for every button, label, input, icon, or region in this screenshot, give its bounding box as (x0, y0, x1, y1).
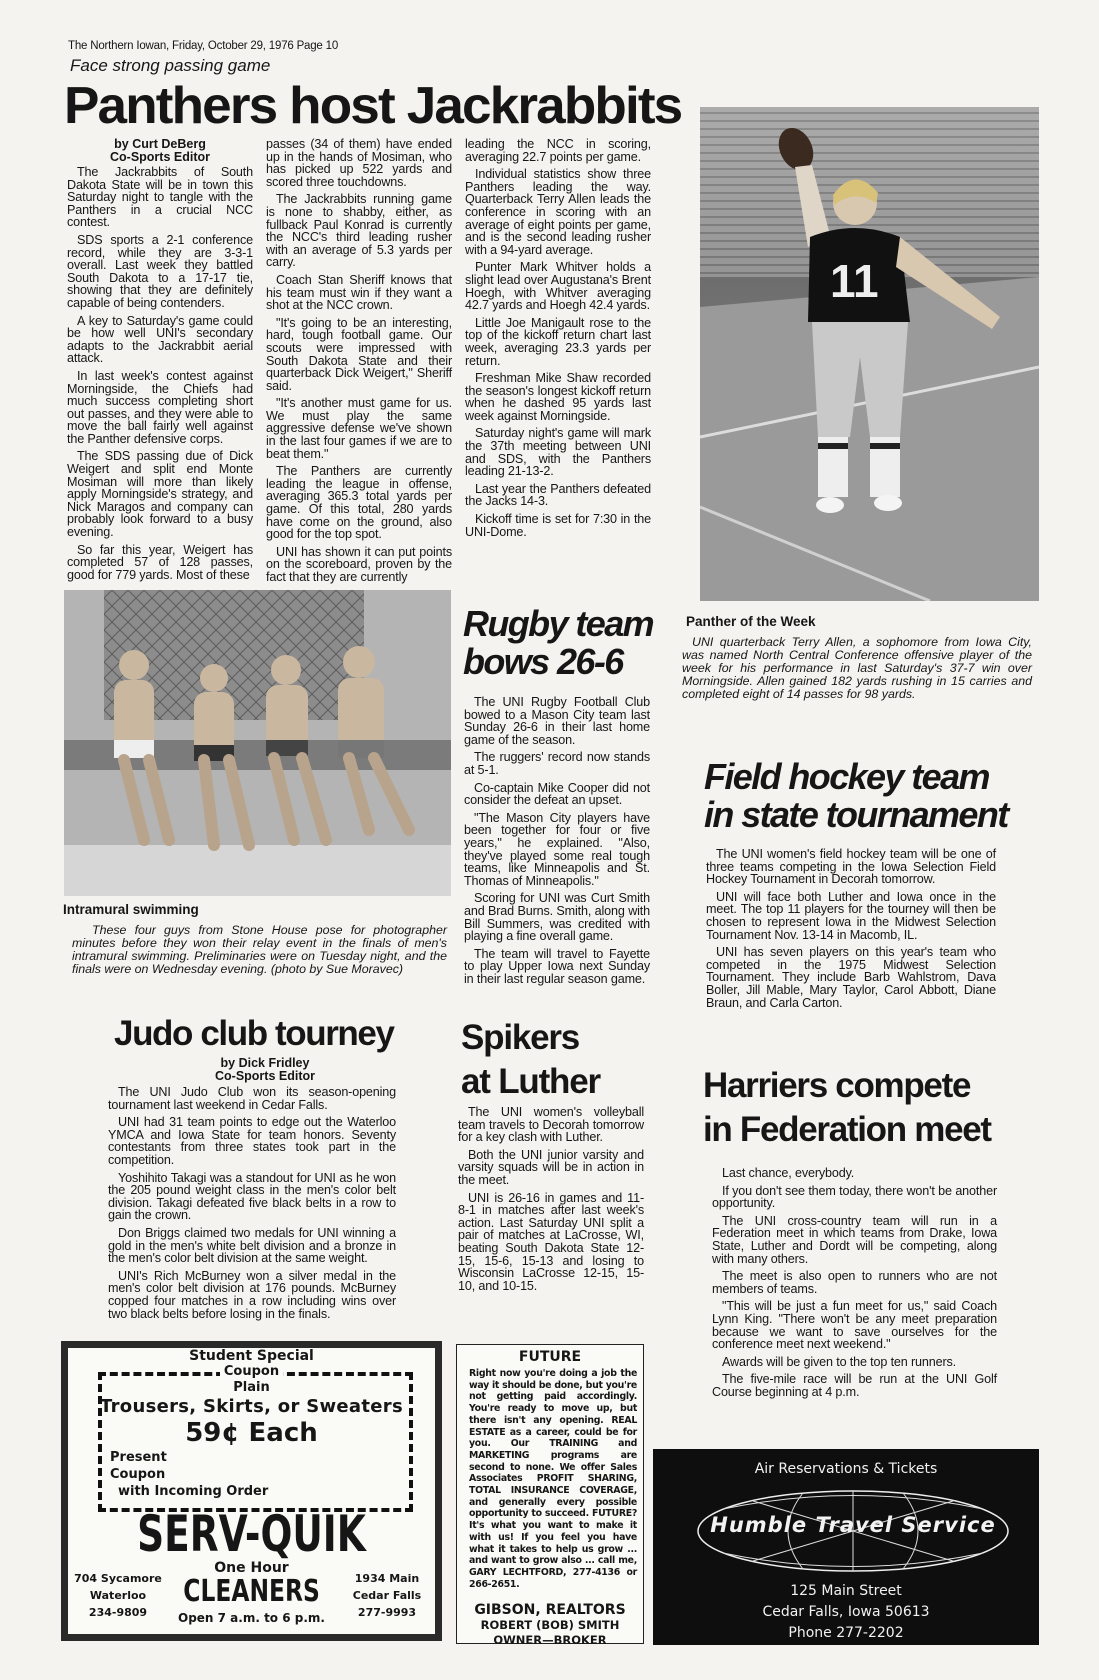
paragraph: Don Briggs claimed two medals for UNI winning a gold in the men's white belt division and a bronze in the men's color belt division at the same weight. (108, 1225, 396, 1266)
hockey-headline-line-2: in state tournament (704, 793, 1008, 835)
rugby-body (464, 696, 650, 990)
paragraph: Saturday night's game will mark the 37th meeting between UNI and SDS, with the Panthers leading 21-13-2. (465, 426, 651, 479)
humble-travel-ad (653, 1449, 1039, 1645)
ad-coupon-label (68, 1364, 435, 1380)
coupon-label-text: Coupon (220, 1364, 283, 1379)
paragraph: Individual statistics show three Panthers leading the way. Quarterback Terry Allen leads the conference in scoring with an average of eight points per game, and is the second leading rusher with a 94-yard average. (465, 167, 651, 257)
ad-right-address (343, 1570, 431, 1621)
panther-caption: UNI quarterback Terry Allen, a sophomore from Iowa City, was named North Central Conference offensive player of the week for his performance in last Saturday's 37-7 win over Morningside. Allen gained 182 yards rushing in 15 carries and completed eight of 14 passes for 98 yards. (682, 635, 1032, 701)
future-body-text: Right now you're doing a job the way it should be done, but you're not getting paid accordingly. You're ready to move up, but there isn't any opening. REAL ESTATE as a career, could be for you. Our TRAINING and MARKETING programs are second to none. We offer Sales Associates PROFIT SHARING, TOTAL INSURANCE COVERAGE, and generally every possible opportunity to succeed. FUTURE? It's what you want to make it with us! If you feel you have what it takes to help us grow ... and want to grow also ... call me, (469, 1368, 637, 1567)
address-line: Cedar Falls, Iowa 50613 (762, 1604, 930, 1620)
future-contact: GARY LECHTFORD, 277-4136 or 266-2651. (469, 1566, 637, 1590)
lead-column-3 (465, 138, 651, 543)
paragraph: leading the NCC in scoring, averaging 22.7 points per game. (465, 137, 651, 164)
byline-title: Co-Sports Editor (215, 1069, 315, 1083)
rugby-headline-line-1: Rugby team (463, 603, 654, 644)
paragraph: The ruggers' record now stands at 5-1. (464, 750, 650, 777)
ad-travel-address (653, 1581, 1039, 1644)
address-line: 234-9809 (88, 1606, 148, 1619)
owner-line: OWNER—BROKER (493, 1633, 607, 1648)
ad-hours: Open 7 a.m. to 6 p.m. (178, 1611, 325, 1625)
spikers-headline-line-1: Spikers (461, 1018, 580, 1057)
ad-price: 59¢ Each (185, 1418, 318, 1448)
paragraph: The UNI Rugby Football Club bowed to a Mason City team last Sunday 26-6 in their last home game of the season. (464, 695, 650, 747)
judo-body (108, 1086, 396, 1325)
paragraph: The Panthers are currently leading the league in offense, averaging 365.3 total yards per game. Of this total, 280 yards have come on the ground, also good for the top spot. (266, 464, 452, 542)
ad-plain: Plain (233, 1380, 270, 1395)
paragraph: Kickoff time is set for 7:30 in the UNI-Dome. (465, 512, 651, 539)
lead-kicker: Face strong passing game (70, 56, 271, 75)
folio-line: The Northern Iowan, Friday, October 29, 1976 Page 10 (68, 40, 339, 52)
panther-photo (700, 107, 1039, 601)
rugby-headline-line-2: bows 26-6 (463, 640, 623, 682)
present-line: with Incoming Order (118, 1484, 269, 1499)
paragraph: The five-mile race will be run at the UNI Golf Course beginning at 4 p.m. (712, 1372, 997, 1399)
cleaners-text: CLEANERS (183, 1574, 320, 1609)
hockey-body (706, 848, 996, 1014)
harriers-headline-line-1: Harriers compete (703, 1066, 971, 1105)
paragraph: Punter Mark Whitver holds a slight lead over Augustana's Brent Hoegh, with Whitver averaging 42.7 yards and Hoegh 42.4 yards. (465, 260, 651, 313)
paragraph: UNI will face both Luther and Iowa once in the meet. The top 11 players for the tourney will then be chosen to represent Iowa in the Midwest Selection Tournament Nov. 13-14 in Macomb, IL. (706, 889, 996, 942)
present-line: Present (110, 1450, 167, 1465)
paragraph: UNI's Rich McBurney won a silver medal in the men's color belt division at 176 pounds. McBurney copped four matches in a row including wins over two black belts before losing in the finals. (108, 1268, 396, 1321)
quarterback-photo-illustration (700, 107, 1039, 601)
owner-line: ROBERT (BOB) SMITH (480, 1618, 620, 1633)
paragraph: The UNI women's volleyball team travels to Decorah tomorrow for a key clash with Luther. (458, 1105, 644, 1145)
ad-one-hour: One Hour (214, 1560, 289, 1576)
paragraph: The UNI cross-country team will run in a Federation meet in which teams from Drake, Iowa State, Luther and Dordt will be competing, along with many others. (712, 1213, 997, 1266)
gibson-realtors-ad (456, 1344, 644, 1648)
present-line: Coupon (110, 1467, 166, 1482)
byline-name: by Dick Fridley (220, 1056, 310, 1070)
paragraph: The UNI Judo Club won its season-opening tournament last weekend in Cedar Falls. (108, 1085, 396, 1112)
jersey-number: 11 (830, 255, 879, 307)
harriers-headline-line-2: in Federation meet (703, 1110, 991, 1149)
lead-column-2 (266, 138, 452, 589)
ad-student-special: Student Special (189, 1348, 314, 1364)
servquik-ad (61, 1341, 442, 1641)
paragraph: If you don't see them today, there won't be another opportunity. (712, 1183, 997, 1211)
address-line: 704 Sycamore (74, 1572, 162, 1585)
ad-future-body (469, 1368, 637, 1590)
spikers-headline (461, 1016, 600, 1104)
lead-byline (67, 138, 253, 164)
address-line: 1934 Main (354, 1572, 420, 1585)
paragraph: A key to Saturday's game could be how well UNI's secondary adapts to the Jackrabbit aerial attack. (67, 313, 253, 366)
spikers-headline-line-2: at Luther (461, 1062, 600, 1101)
byline-name: by Curt DeBerg (114, 137, 206, 151)
address-line: Phone 277-2202 (788, 1625, 904, 1641)
paragraph: Awards will be given to the top ten runners. (722, 1354, 956, 1369)
paragraph: So far this year, Weigert has completed 57 of 128 passes, good for 779 yards. Most of these (67, 542, 253, 582)
brand-text: SERV-QUIK (137, 1505, 366, 1563)
lead-column-1 (67, 166, 253, 586)
ad-travel-brand: Humble Travel Service (710, 1513, 996, 1537)
harriers-body (712, 1167, 997, 1404)
ad-items: Trousers, Skirts, or Sweaters (100, 1396, 403, 1417)
paragraph: Coach Stan Sheriff knows that his team must win if they want a shot at the NCC crown. (266, 272, 452, 313)
paragraph: The UNI women's field hockey team will be one of three teams competing in the Iowa Selection Field Hockey Tournament in Decorah tomorrow. (706, 847, 996, 887)
swim-caption: These four guys from Stone House pose for photographer minutes before they won their relay event in the finals of men's intramural swimming. Preliminaries were on Tuesday night, and the finals were on Wednesday evening. (photo by Sue Moravec) (72, 923, 447, 976)
paragraph: UNI has seven players on this year's team who competed in the 1975 Midwest Selection Tournament. They include Barb Wahlstrom, Dava Boller, Jill Mable, Mary Taylor, Carol Abbott, Diane Braun, and Carla Carton. (706, 945, 996, 1010)
paragraph: Co-captain Mike Cooper did not consider the defeat an upset. (464, 780, 650, 808)
address-line: Waterloo (89, 1589, 147, 1602)
paragraph: "The Mason City players have been together for four or five years," he explained. "Also, they've played some real tough teams, like Minneapolis and St. Thomas of Minneapolis." (464, 810, 650, 888)
hockey-headline (704, 758, 1008, 834)
harriers-headline (703, 1064, 991, 1152)
swimmers-photo-illustration (64, 590, 451, 896)
ad-future-title: FUTURE (518, 1349, 582, 1365)
paragraph: Both the UNI junior varsity and varsity squads will be in action in the meet. (458, 1147, 644, 1187)
ad-present-coupon (110, 1449, 268, 1500)
hockey-headline-line-1: Field hockey team (704, 756, 989, 797)
lead-headline: Panthers host Jackrabbits (64, 77, 682, 135)
spikers-body (458, 1106, 644, 1297)
paragraph: UNI had 31 team points to edge out the Waterloo YMCA and Iowa State for team honors. Seventy contestants from three states took part in the competition. (108, 1115, 396, 1167)
ad-left-address (74, 1570, 162, 1621)
ad-brand (68, 1505, 435, 1563)
paragraph: UNI is 26-16 in games and 11-8-1 in matches after last week's action. Last Saturday UNI split a pair of matches at LaCrosse, WI, beating South Dakota State 12-15, 15-6, 15-13 and losing to Wisconsin LaCrosse 12-15, 15-10, and 10-15. (458, 1190, 644, 1293)
ad-future-brand: GIBSON, REALTORS (474, 1602, 626, 1619)
swimming-photo (64, 590, 451, 896)
paragraph: The team will travel to Fayette to play Upper Iowa next Sunday in their last regular season game. (464, 946, 650, 986)
swim-caption-title: Intramural swimming (63, 902, 199, 917)
ad-travel-top: Air Reservations & Tickets (754, 1461, 938, 1477)
paragraph: Scoring for UNI was Curt Smith and Brad Burns. Smith, along with Bill Summers, was credited with playing a fine overall game. (464, 891, 650, 944)
paragraph: The SDS passing due of Dick Weigert and split end Monte Mosiman will more than likely apply Morningside's strategy, and Nick Maragos and company can probably look forward to a busy evening. (67, 449, 253, 540)
paragraph: passes (34 of them) have ended up in the hands of Mosiman, who has picked up 522 yards and scored three touchdowns. (266, 137, 452, 189)
paragraph: "This will be just a fun meet for us," said Coach Lynn King. "There won't be any meet preparation because we want to save ourselves for the conference meet next weekend." (712, 1299, 997, 1352)
address-line: 277-9993 (357, 1606, 417, 1619)
address-line: Cedar Falls (352, 1589, 422, 1602)
paragraph: UNI has shown it can put points on the scoreboard, proven by the fact that they are currently (266, 544, 452, 584)
paragraph: Freshman Mike Shaw recorded the season's longest kickoff return when he dashed 95 yards last week against Morningside. (465, 371, 651, 423)
paragraph: In last week's contest against Morningside, the Chiefs had much success completing short out passes, and they were able to move the ball fairly well against the Panther defensive corps. (67, 368, 253, 446)
address-line: 125 Main Street (790, 1583, 902, 1599)
ad-future-owner (457, 1618, 643, 1648)
paragraph: "It's another must game for us. We must play the same aggressive defense we've shown in the last four games if we are to beat them." (266, 396, 452, 461)
paragraph: The Jackrabbits of South Dakota State will be in town this Saturday night to tangle with the Panthers in a crucial NCC contest. (67, 165, 253, 230)
paragraph: The Jackrabbits running game is none to shabby, either, as fullback Paul Konrad is currently the NCC's third leading rusher with an average of 5.3 yards per carry. (266, 192, 452, 270)
byline-title: Co-Sports Editor (110, 150, 210, 164)
paragraph: The meet is also open to runners who are not members of teams. (712, 1269, 997, 1296)
paragraph: Last year the Panthers defeated the Jacks 14-3. (465, 481, 651, 509)
rugby-headline (463, 605, 653, 681)
paragraph: SDS sports a 2-1 conference record, while they are 3-3-1 overall. Last week they battled South Dakota to a 17-17 tie, showing that they are definitely capable of being contenders. (67, 232, 253, 310)
judo-byline (150, 1057, 380, 1083)
judo-headline: Judo club tourney (114, 1014, 394, 1053)
paragraph: "It's going to be an interesting, hard, tough football game. Our scouts were impressed with South Dakota State and their quarterback Dick Weigert," Sheriff said. (266, 315, 452, 393)
paragraph: Last chance, everybody. (722, 1166, 855, 1180)
paragraph: Yoshihito Takagi was a standout for UNI as he won the 205 pound weight class in the men's color belt division. Takagi defeated five black belts in a row to gain the crown. (108, 1170, 396, 1223)
paragraph: Little Joe Manigault rose to the top of the kickoff return chart last week, averaging 23.3 yards per return. (465, 315, 651, 368)
panther-caption-title: Panther of the Week (686, 614, 816, 629)
